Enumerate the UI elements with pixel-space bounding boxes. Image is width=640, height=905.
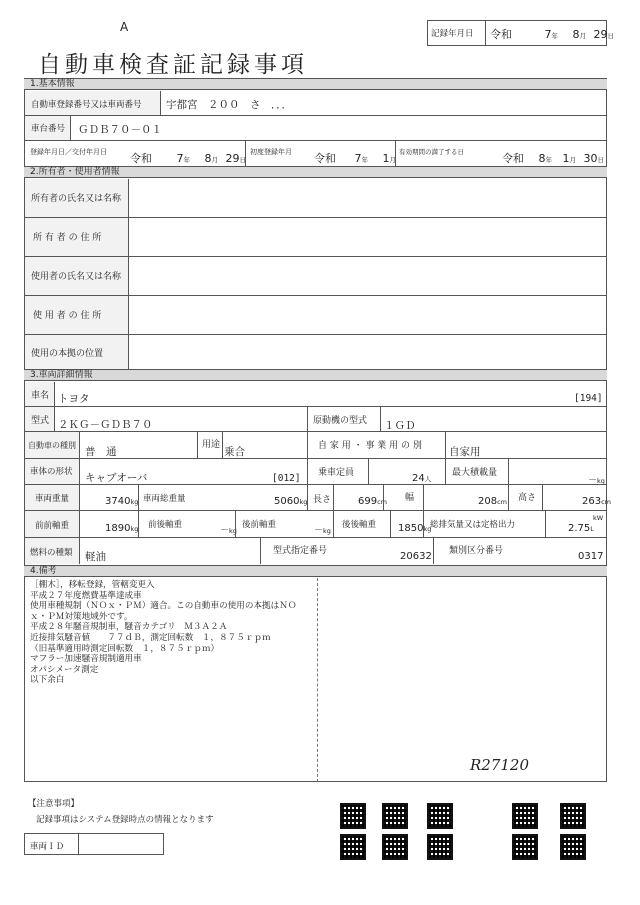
qr-code-5-bottom [560,834,586,860]
gross-value: 5060kg [274,496,308,507]
chassis-value: ＧＤＢ７０－０１ [78,124,162,136]
displacement-label: 総排気量又は定格出力 [430,520,516,530]
qr-code-1-top [340,803,366,829]
rear2-axle-label: 後後軸重 [342,520,377,530]
remark-line: 近接排気騒音値 ７７ｄＢ，測定回転数 １，８７５ｒｐｍ [30,632,271,643]
front2-axle-label: 前後軸重 [148,520,183,530]
use-label: 用途 [202,440,221,450]
front-axle-label: 前前軸重 [25,511,80,537]
user-name-label: 使用者の氏名又は名称 [25,257,129,295]
fuel-value: 軽油 [85,551,106,563]
note-heading: 【注意事項】 [28,799,80,809]
record-date: 令和 7年 8月 29日 [490,28,614,41]
displacement-kw-unit: kW [593,514,604,522]
expiry-label: 有効期間の満了する日 [399,148,464,156]
private-value: 自家用 [449,446,481,458]
kind-label: 自動車の種別 [25,432,80,458]
user-address-label: 使 用 者 の 住 所 [25,296,129,334]
height-label: 高さ [518,493,537,503]
handwritten-note: R27120 [470,756,530,774]
remark-line: 使用車種規制（ＮＯｘ・ＰＭ）適合。この自動車の使用の本拠はＮＯ [30,601,297,612]
class-no-value: 0317 [578,551,604,562]
expiry-date: 令和 8年 1月 30日 [502,152,604,165]
first-reg-label: 初度登録年月 [250,148,292,156]
note-text: 記録事項はシステム登録時点の情報となります [36,815,214,825]
type-no-value: 20632 [400,551,432,562]
qr-code-2-top [382,803,408,829]
section-1-heading: 1.基本情報 [24,78,607,90]
width-label: 幅 [405,493,415,503]
qr-code-3-top [427,803,453,829]
remark-line: オパシメータ測定 [30,664,99,675]
remark-line: マフラー加速騒音規制適用車 [30,654,142,665]
vehicle-id-label: 車両ＩＤ [30,842,65,852]
rear2-axle-value: 1850kg [398,523,432,534]
private-label: 自 家 用 ・ 事 業 用 の 別 [318,441,422,451]
capacity-value: 24人 [412,473,432,484]
remark-line: ｘ・ＰＭ対策地域外です。 [30,611,133,622]
issue-date: 令和 7年 8月 29日 [130,152,246,165]
body-label: 車体の形状 [25,459,80,484]
section-2-heading: 2.所有者・使用者情報 [24,166,607,178]
body-code: [012] [272,473,301,484]
base-location-label: 使用の本拠の位置 [25,335,129,369]
doc-mark: A [120,20,129,34]
class-no-label: 類別区分番号 [449,546,504,556]
remark-line: 平成２７年度燃費基準達成車 [30,590,142,601]
height-value: 263cm [582,496,611,507]
model-value: ２ＫＧ－ＧＤＢ７０ [58,419,153,431]
kind-value: 普 通 [85,446,117,458]
qr-code-4-bottom [512,834,538,860]
record-date-label: 記録年月日 [431,29,474,39]
gross-label: 車両総重量 [143,494,186,504]
capacity-label: 乗車定員 [318,468,355,478]
chassis-label: 車台番号 [25,116,71,140]
length-value: 699cm [358,496,387,507]
qr-code-1-bottom [340,834,366,860]
model-label: 型式 [25,407,55,431]
section-3-heading: 3.車両詳細情報 [24,369,607,381]
reg-label: 自動車登録番号又は車両番号 [25,91,161,115]
car-name-value: トヨタ [58,393,90,405]
use-value: 乗合 [224,446,245,458]
remarks [30,580,296,686]
maxload-value: －kg [588,476,605,486]
remark-line: ［棚木］，移転登録，管轄変更入 [30,580,155,590]
qr-code-4-top [512,803,538,829]
displacement-value: 2.75L [568,523,594,534]
fuel-label: 燃料の種類 [25,538,80,564]
qr-code-5-top [560,803,586,829]
weight-value: 3740kg [105,496,139,507]
page-title: 自動車検査証記録事項 [38,52,308,78]
rear-axle-label: 後前軸重 [242,520,277,530]
width-value: 208cm [478,496,507,507]
qr-code-3-bottom [427,834,453,860]
engine-label: 原動機の型式 [313,416,368,426]
body-value: キャブオーバ [85,472,148,484]
maxload-label: 最大積載量 [452,468,498,478]
owner-name-label: 所有者の氏名又は名称 [25,179,129,217]
engine-value: １ＧＤ [384,420,416,432]
reg-value: 宇都宮 ２００ さ ．．． [166,99,292,111]
issue-date-label: 登録年月日／交付年月日 [30,148,107,156]
type-no-label: 型式指定番号 [273,546,328,556]
remark-line: （旧基準適用時測定回転数 １，８７５ｒｐｍ） [30,643,220,654]
section-4-heading: 4.備考 [24,565,607,577]
remark-line: 以下余白 [30,675,65,686]
owner-address-label: 所 有 者 の 住 所 [25,218,129,256]
weight-label: 車両重量 [25,485,80,510]
first-reg-date: 令和 7年 1月 [314,152,396,165]
car-name-code: [194] [574,393,603,404]
rear-axle-value: －kg [314,526,331,536]
car-name-label: 車名 [25,382,55,406]
remark-line: 平成２８年騒音規制車，騒音カテゴリ Ｍ３Ａ２Ａ [30,622,228,633]
front2-axle-value: －kg [220,526,237,536]
front-axle-value: 1890kg [105,523,139,534]
qr-code-2-bottom [382,834,408,860]
length-label: 長さ [313,495,332,505]
